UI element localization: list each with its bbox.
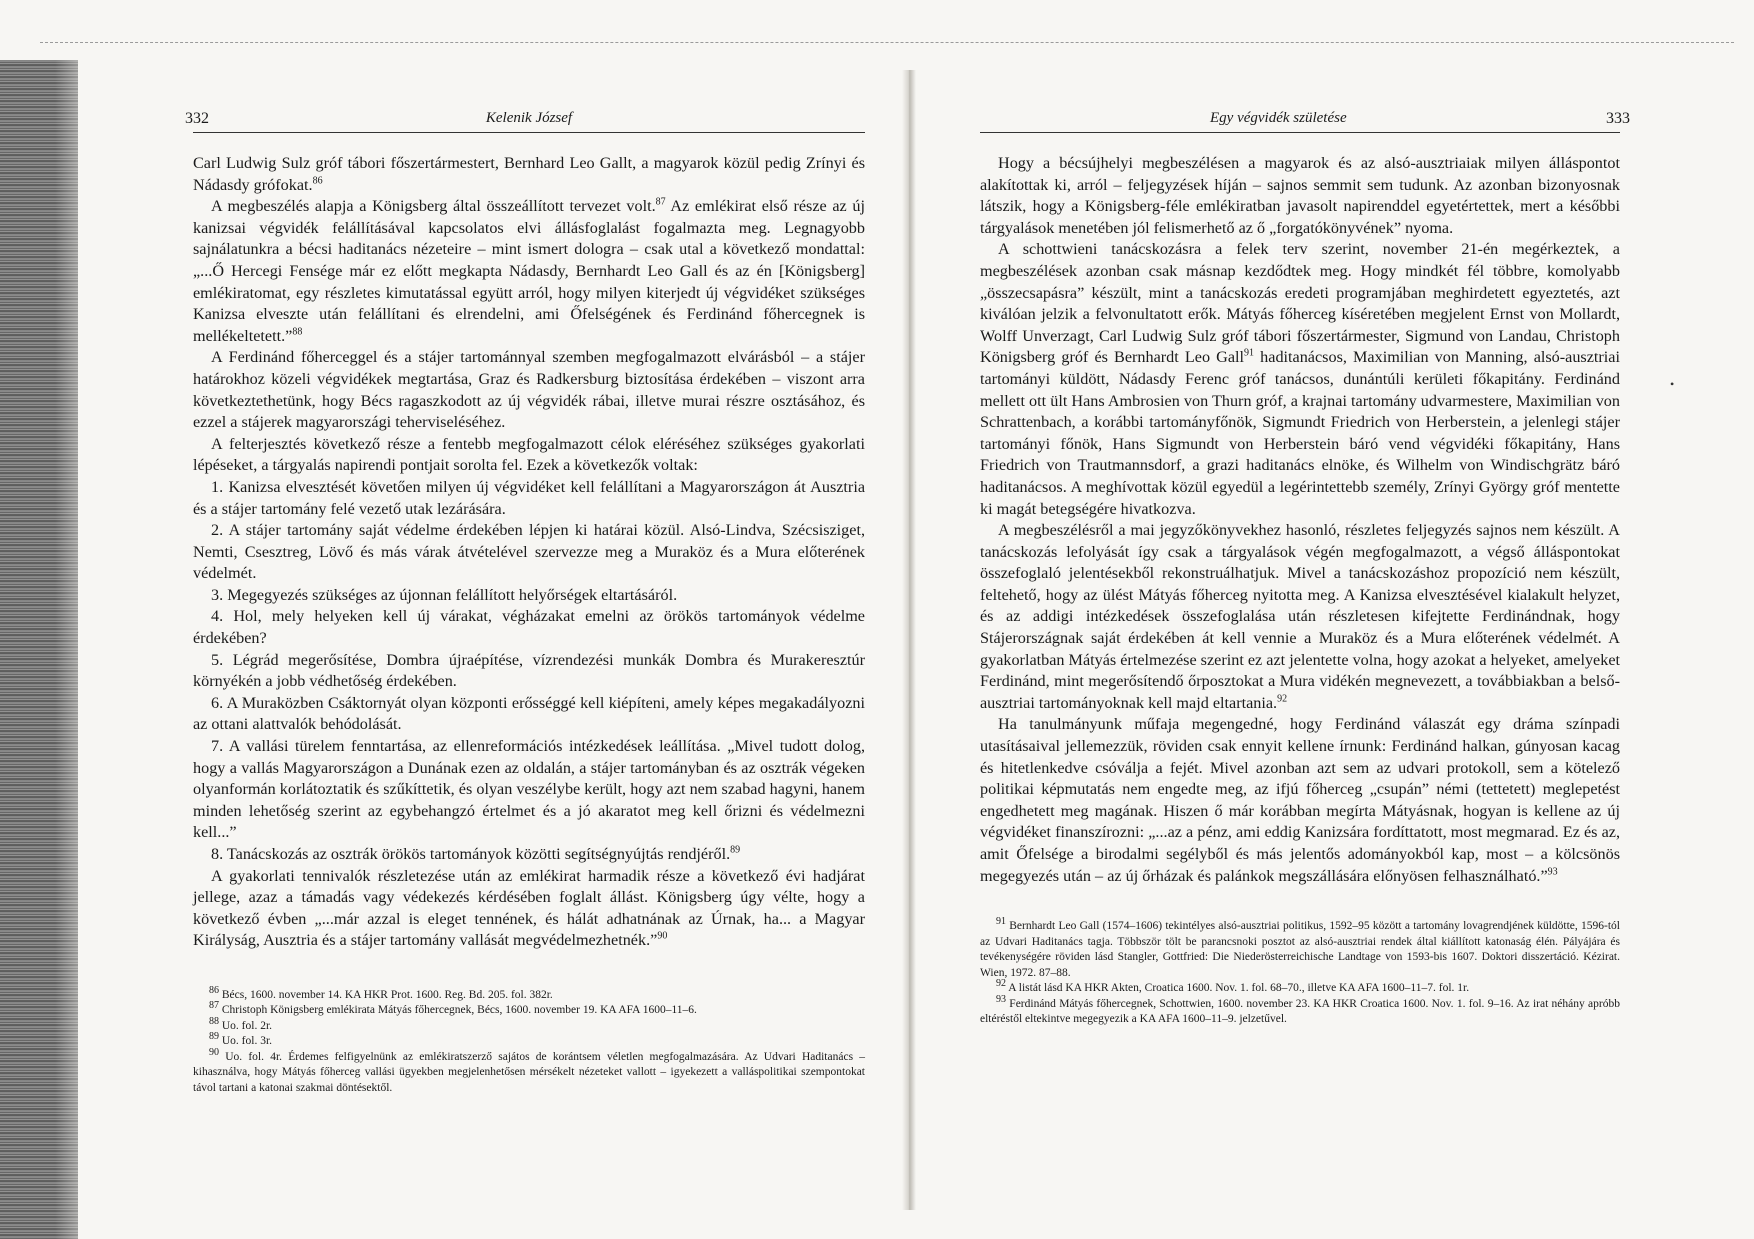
left-paragraph-2: A megbeszélés alapja a Königsberg által összeállított tervezet volt.$^{87}$ Az emlékirat első része az új kanizsai végvidék felállításával kapcsolatos elvi állásfoglalást fogalmazta meg. Legnagyobb sajnálatunkra a bécsi haditanács nézeteire – mint ismert dologra – csak utal a következő mondattal: „...Ő Hercegi Fensége már ez előtt megkapta Nádasdy, Bernhardt Leo Gall és az én [Königsberg] emlékiratomat, egy részletes kimutatással együtt arról, hogy milyen kiterjedt új végvidéket szükséges Kanizsa elveszte után felállítani és elrendelni, ami Őfelségének és Ferdinánd főhercegnek is mellékeltetett.”$^{88}$ (193, 196, 865, 345)
agenda-item-6: 6. A Muraközben Csáktornyát olyan központi erősséggé kell kiépíteni, amely képes megakadályozni az ottani alattvalók behódolását. (193, 693, 865, 734)
footnote: 92 A listát lásd KA HKR Akten, Croatica 1600. Nov. 1. fol. 68–70., illetve KA AFA 1600–11–7. fol. 1r. (996, 978, 1470, 995)
left-footnotes (193, 985, 865, 1097)
scan-top-edge (40, 42, 1734, 43)
footnote: 93 Ferdinánd Mátyás főhercegnek, Schottwien, 1600. november 23. KA HKR Croatica 1600. Nov. 1. fol. 9–16. Az irat néhány apróbb eltéréstől eltekintve megegyezik a KA AFA 1600–11–9. jelzetűvel. (980, 993, 1620, 1026)
footnote: 86 Bécs, 1600. november 14. KA HKR Prot. 1600. Reg. Bd. 205. fol. 382r. (209, 985, 553, 1001)
agenda-item-7: 7. A vallási türelem fenntartása, az ellenreformációs intézkedések leállítása. „Mivel tudott dolog, hogy a vallás Magyarországon a Dunának ezen az oldalán, a stájer tartományban és az osztrák végeken olyanformán korlátoztatik és szűkíttetik, és olyan veszélybe került, hogy azt nem szabad hagyni, hanem minden lehetőség szerint az egybehangzó értelmet és a jó akaratot meg kell őrizni és védelmezni kell...” (193, 737, 865, 842)
right-paragraph-2: A schottwieni tanácskozásra a felek terv szerint, november 21-én megérkeztek, a megbeszélések azonban csak másnap kezdődtek meg. Hogy mindkét fél többre, komolyabb „összecsapásra” készült, mint a tanácskozás eredeti programjában meghirdetett egyeztetés, azt kiválóan jelzik a felvonultatott erők. Mátyás főherceg kíséretében megjelent Ernst von Mollardt, Wolff Unverzagt, Carl Ludwig Sulz gróf tábori főszertármester, Sigmund von Landau, Christoph Königsberg gróf és Bernhardt Leo Gall$^{91}$ haditanácsos, Maximilian von Manning, alsó-ausztriai tartományi küldött, Nádasdy Ferenc gróf tanácsos, dunántúli kerületi főkapitány. Ferdinánd mellett ott ült Hans Ambrosien von Thurn gróf, a krajnai tartomány udvarmestere, Maximilian von Schrattenbach, a korábbi tartományfőnök, Sigmundt Friedrich von Herberstein, a jelenlegi stájer tartományi főnök, Hans Sigmundt von Herberstein báró vend végvidéki főkapitány, Hans Friedrich von Trautmannsdorf, a grazi haditanács elnöke, és Wilhelm von Windischgrätz báró haditanácsos. A meghívottak közül egyedül a legérintettebb személy, Zrínyi György gróf mentette ki magát betegségére hivatkozva. (980, 240, 1620, 518)
scan-edge-fade (55, 60, 115, 1239)
right-page-number: 333 (1606, 110, 1630, 128)
right-running-head (980, 108, 1630, 133)
stray-mark: • (1670, 377, 1675, 391)
left-paragraph-4: A felterjesztés következő része a fentebb megfogalmazott célok eléréséhez szükséges gyakorlati lépéseket, a tárgyalás napirendi pontjait sorolta fel. Ezek a következők voltak: (193, 434, 865, 475)
footnote-ref: 90 (657, 930, 668, 942)
footnote: 91 Bernhardt Leo Gall (1574–1606) tekintélyes alsó-ausztriai politikus, 1592–95 között a tartomány lovagrendjének küldötte, 1596-tól az Udvari Haditanács tagja. Többször tölt be parancsnoki posztot az alsó-ausztriai rendek által kiállított katonaság élén. Pályájára és tevékenységére röviden lásd Stangler, Gottfried: Die Niederösterreichische Landtage von 1593-bis 1607. Doktori disszertáció. Kézirat. Wien, 1972. 87–88. (980, 916, 1620, 979)
right-running-title: Egy végvidék születése (1210, 110, 1347, 127)
left-running-title: Kelenik József (485, 110, 573, 127)
right-paragraph-4: Ha tanulmányunk műfaja megengedné, hogy Ferdinánd válaszát egy dráma színpadi utasításaival jellemezzük, röviden csak ennyit kellene írnunk: Ferdinánd halkan, gúnyosan kacag és hitetlenkedve csóválja a fejét. Mivel azonban azt sem az udvari protokoll, sem a kötelező politikai képmutatás nem engedte meg, az ifjú főherceg „csupán” némi (tettetett) meglepetést engedhetett meg magának. Hiszen ő már korábban megírta Mátyásnak, hogyan is kellene az új végvidéket finanszírozni: „...az a pénz, ami eddig Kanizsára fordíttatott, most megmarad. Ez és az, amit Őfelsége a birodalmi segélyből és más jelentős adományokból kap, most – a kölcsönös megegyezés után – az új őrházak és palánkok megszállására előnyösen felhasználható.”$^{93}$ (980, 715, 1620, 885)
footnote: 90 Uo. fol. 4r. Érdemes felfigyelnünk az emlékiratszerző sajátos de korántsem véletlen megfogalmazására. Az Udvari Haditanács – kihasználva, hogy Mátyás főherceg vallási ügyekben megjelenhetősen mérsékelt nézeteket vallott – igyekezett a valláspolitikai szempontokat távol tartani a katonai szakmai döntésektől. (193, 1047, 865, 1094)
agenda-item-2: 2. A stájer tartomány saját védelme érdekében lépjen ki határai közül. Alsó-Lindva, Szécsisziget, Nemti, Csesztreg, Lövő és más várak átvételével szervezze meg a Muraköz és a Mura előterének védelmét. (193, 521, 865, 583)
book-gutter (902, 70, 916, 1210)
agenda-item-4: 4. Hol, mely helyeken kell új várakat, végházakat emelni az örökös tartományok védelme érdekében? (193, 607, 865, 648)
agenda-item-8: 8. Tanácskozás az osztrák örökös tartományok közötti segítségnyújtás rendjéről.$^{89}$ (211, 844, 741, 863)
left-paragraph-closing: A gyakorlati tennivalók részletezése után az emlékirat harmadik része a következő évi hadjárat jellege, azaz a támadás vagy védekezés kérdésében foglalt állást. Königsberg úgy vélte, hogy a következő évben „...már azzal is eleget tennének, és hálát adhatnának az Úrnak, ha... a Magyar Királyság, Ausztria és a stájer tartomány vallását megvédelmezhetnék.”$^{90}$ (193, 866, 865, 950)
left-running-head (185, 108, 865, 133)
footnote-ref: 88 (292, 326, 303, 338)
left-paragraph-1: Carl Ludwig Sulz gróf tábori főszertármestert, Bernhard Leo Gallt, a magyarok közül pedig Zrínyi és Nádasdy grófokat.$^{86}$ (193, 154, 865, 194)
footnote-ref: 92 (1277, 693, 1288, 705)
footnote-ref: 86 (312, 175, 323, 187)
footnote-ref: 91 (1244, 347, 1255, 359)
agenda-item-1: 1. Kanizsa elvesztését követően milyen új végvidéket kell felállítani a Magyarországon át Ausztria és a stájer tartomány felé vezető utak lezárására. (193, 477, 865, 518)
right-paragraph-1: Hogy a bécsújhelyi megbeszélésen a magyarok és az alsó-ausztriaiak milyen álláspontot alakítottak ki, arról – feljegyzések híján – sajnos semmit sem tudunk. Az azonban bizonyosnak látszik, hogy a Königsberg-féle emlékiratban javasolt napirenddel egyetértettek, mert a későbbi tárgyalások menetében jól felismerhető az ő „forgatókönyvének” nyoma. (980, 154, 1620, 237)
right-page (980, 108, 1630, 1028)
left-paragraph-3: A Ferdinánd főherceggel és a stájer tartománnyal szemben megfogalmazott elvárásból – a stájer határokhoz közeli végvidékek megtartása, Graz és Radkersburg biztosítása érdekében – viszont arra következtethetünk, hogy Bécs ragaszkodott az új végvidék rábai, illetve murai részre osztásához, és ezzel a stájerek magyarországi teherviseléséhez. (193, 348, 865, 432)
footnote-ref: 89 (730, 844, 741, 856)
footnote: 87 Christoph Königsberg emlékirata Mátyás főhercegnek, Bécs, 1600. november 19. KA AFA 1600–11–6. (209, 1000, 697, 1017)
footnote: 88 Uo. fol. 2r. (209, 1016, 273, 1032)
right-paragraph-3: A megbeszélésről a mai jegyzőkönyvekhez hasonló, részletes feljegyzés sajnos nem készült. A tanácskozás lefolyását így csak a tárgyalások végén megfogalmazott, a végső álláspontokat összefoglaló jelentésekből rekonstruálhatjuk. Mivel a tanácskozáshoz propozíció nem készült, feltehető, hogy az ülést Mátyás főherceg nyitotta meg. A Kanizsa elvesztésével kialakult helyzet, és az addigi intézkedések összefoglalása után részletesen kifejtette Ferdinándnak, hogy Stájerországnak saját érdekében át kell vennie a Muraköz és a Mura előterének védelmét. A gyakorlatban Mátyás értelmezése szerint ez azt jelentette volna, hogy azokat a helyeket, amelyeket Ferdinánd, mint megerősítendő őrposztokat a Mura vidékén megnevezett, a továbbiakban a belső-ausztriai tartományoknak kell majd eltartania.$^{92}$ (980, 521, 1621, 712)
footnote: 89 Uo. fol. 3r. (209, 1031, 273, 1048)
left-page-number: 332 (185, 110, 209, 128)
left-page (185, 108, 865, 1096)
agenda-item-3: 3. Megegyezés szükséges az újonnan felállított helyőrségek eltartásáról. (211, 585, 678, 604)
footnote-ref: 93 (1547, 866, 1558, 878)
right-footnotes (980, 916, 1620, 1028)
agenda-item-5: 5. Légrád megerősítése, Dombra újraépítése, vízrendezési munkák Dombra és Murakeresztúr környékén a jobb védhetőség érdekében. (193, 650, 865, 691)
footnote-ref: 87 (655, 196, 666, 208)
